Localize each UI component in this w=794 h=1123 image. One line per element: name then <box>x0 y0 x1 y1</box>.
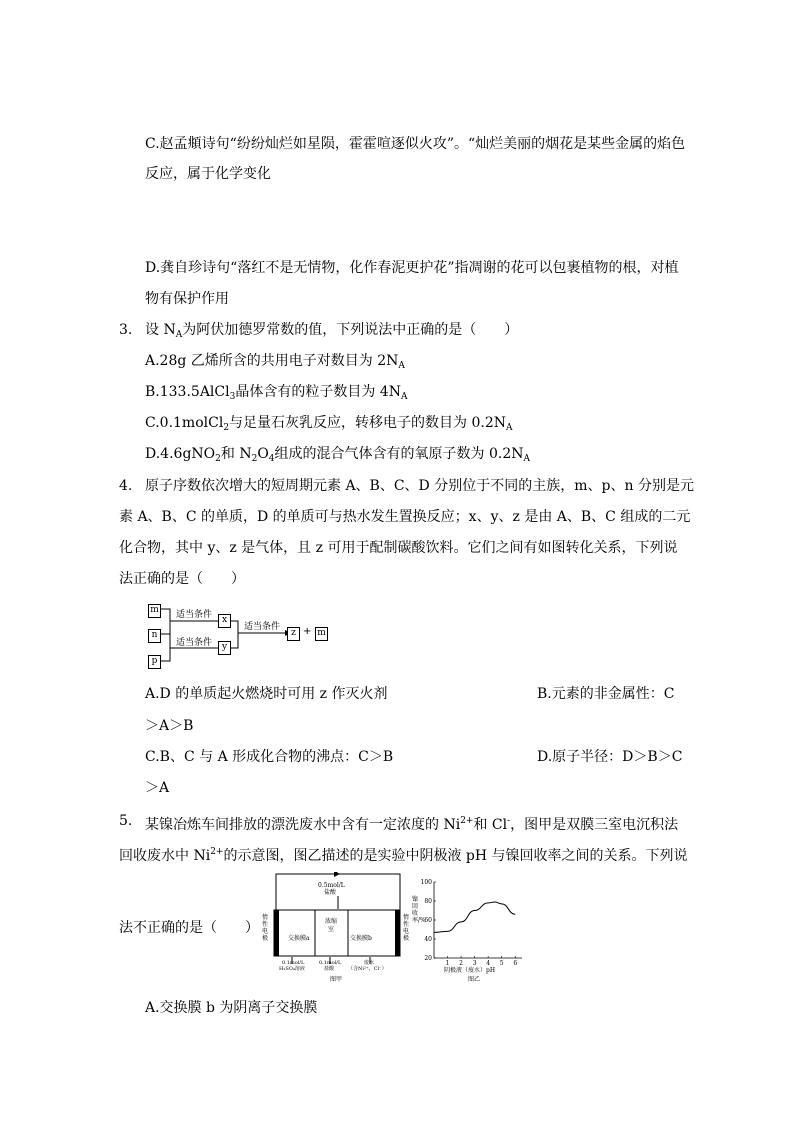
condition-label-2: 适当条件 <box>176 638 213 648</box>
q4-stem-line2: 素 A、B、C 的单质，D 的单质可与热水发生置换反应；x、y、z 是由 A、B、C 组成的二元 <box>119 509 691 525</box>
inlet-1-label-a: 0.1mol/L <box>282 960 305 966</box>
q2-option-d-line1: D.龚自珍诗句“落红不是无情物，化作春泥更护花”指凋谢的花可以包裹植物的根，对植 <box>145 260 679 276</box>
q4-option-c: C.B、C 与 A 形成化合物的沸点：C＞B <box>145 749 394 765</box>
q4-option-b-line2: ＞A＞B <box>145 718 194 734</box>
chart-y-tick-label: 20 <box>424 955 432 962</box>
chart-y-tick-label: 100 <box>420 879 432 886</box>
membrane-b-label: 交换膜b <box>350 935 372 942</box>
q4-stem-line1: 原子序数依次增大的短周期元素 A、B、C、D 分别位于不同的主族，m、p、n 分别是元 <box>145 478 694 494</box>
q4-stem-line3: 化合物，其中 y、z 是气体，且 z 可用于配制碳酸饮料。它们之间有如图转化关系，下列说 <box>119 540 678 556</box>
inlet-2-label-a: 0.1mol/L <box>319 960 342 966</box>
inlet-3-label-a: 废水 <box>364 960 375 966</box>
inlet-3-label-b: （含Ni²⁺、Cl⁻） <box>348 966 387 972</box>
condition-label-3: 适当条件 <box>244 622 281 632</box>
node-m: m <box>148 604 161 618</box>
right-electrode-label: 惰性电极 <box>403 914 410 942</box>
chart-y-tick-label: 80 <box>424 898 432 905</box>
node-x: x <box>218 614 231 628</box>
q5-stem-line3: 法不正确的是（ ） <box>119 920 259 936</box>
q3-option-a: A.28g 乙烯所含的共用电子对数目为 $2N_A$ <box>145 353 405 371</box>
inlet-1-label-b: H₂SO₄溶液 <box>279 966 305 972</box>
inlet-2-label-b: 盐酸 <box>324 966 335 972</box>
left-electrode-label: 惰性电极 <box>262 914 269 942</box>
figure-jia-caption: 图甲 <box>330 976 343 983</box>
q5-number: 5. <box>119 813 133 829</box>
q3-number: 3. <box>119 322 133 338</box>
q5-stem-line2: 回收废水中 $Ni^{2+}$的示意图，图乙描述的是实验中阴极液 pH 与镍回收率之间的关系。下列说 <box>119 847 688 864</box>
chart-y-axis-label: 镍回收率/% <box>412 896 426 924</box>
q4-option-b-line1: B.元素的非金属性：C <box>537 686 675 702</box>
node-p: p <box>148 655 161 669</box>
q3-stem: 设 $N_A$为阿伏加德罗常数的值，下列说法中正确的是（ ） <box>145 322 519 340</box>
chart-x-axis-label: 阴极液（废水）pH <box>444 967 496 974</box>
q4-option-a: A.D 的单质起火燃烧时可用 z 作灭火剂 <box>145 686 388 702</box>
q4-stem-line4: 法正确的是（ ） <box>119 571 245 587</box>
chart-y-tick-label: 40 <box>424 936 432 943</box>
chart-x-tick-label: 4 <box>486 960 491 967</box>
chart-series-line <box>434 902 515 932</box>
q5-stem-line1: 某镍冶炼车间排放的漂洗废水中含有一定浓度的 $Ni^{2+}$和 Cl-，图甲是双膜三室电沉积法 <box>145 816 679 833</box>
q4-option-d-line2: ＞A <box>145 780 170 796</box>
node-z: z <box>287 627 300 641</box>
chart-x-tick-label: 2 <box>459 960 463 967</box>
node-n: n <box>148 629 161 643</box>
condition-label-1: 适当条件 <box>176 610 213 620</box>
figure-yi-caption: 图乙 <box>468 976 481 983</box>
membrane-a-label: 交换膜a <box>288 935 310 942</box>
q4-option-d-line1: D.原子半径：D＞B＞C <box>537 749 683 765</box>
top-acid-label-1: 0.5mol/L <box>318 882 345 889</box>
chart-x-tick-label: 1 <box>445 960 450 967</box>
chart-x-tick-label: 3 <box>472 960 477 967</box>
q2-option-c-line2: 反应，属于化学变化 <box>145 166 271 182</box>
q3-option-b: B.133.5AlCl$_3$晶体含有的粒子数目为 $4N_A$ <box>145 384 408 402</box>
q2-option-c-line1: C.赵孟頫诗句“纷纷灿烂如星陨，霍霍喧逐似火攻”。“灿烂美丽的烟花是某些金属的焰色 <box>145 136 686 152</box>
top-acid-label-2: 盐酸 <box>324 889 337 896</box>
chart-x-tick-label: 5 <box>499 960 504 967</box>
chart-y-tick-label: 60 <box>424 917 432 924</box>
chart-x-tick-label: 6 <box>513 960 518 967</box>
q4-number: 4. <box>119 478 133 494</box>
node-y: y <box>218 641 231 655</box>
q3-option-d: D.4.6gNO$_2$和 $N_2O_4$组成的混合气体含有的氧原子数为 $0.2N_A$ <box>145 446 530 464</box>
concentration-room-label-2: 室 <box>328 926 335 933</box>
concentration-room-label-1: 浓缩 <box>325 918 338 925</box>
q3-option-c: C.0.1molCl$_2$与足量石灰乳反应，转移电子的数目为 $0.2N_A$ <box>145 415 513 433</box>
q2-option-d-line2: 物有保护作用 <box>145 291 229 307</box>
node-m-product: m <box>315 627 328 641</box>
q5-option-a: A.交换膜 b 为阴离子交换膜 <box>145 1000 318 1016</box>
diagram-plus: + <box>303 626 312 637</box>
